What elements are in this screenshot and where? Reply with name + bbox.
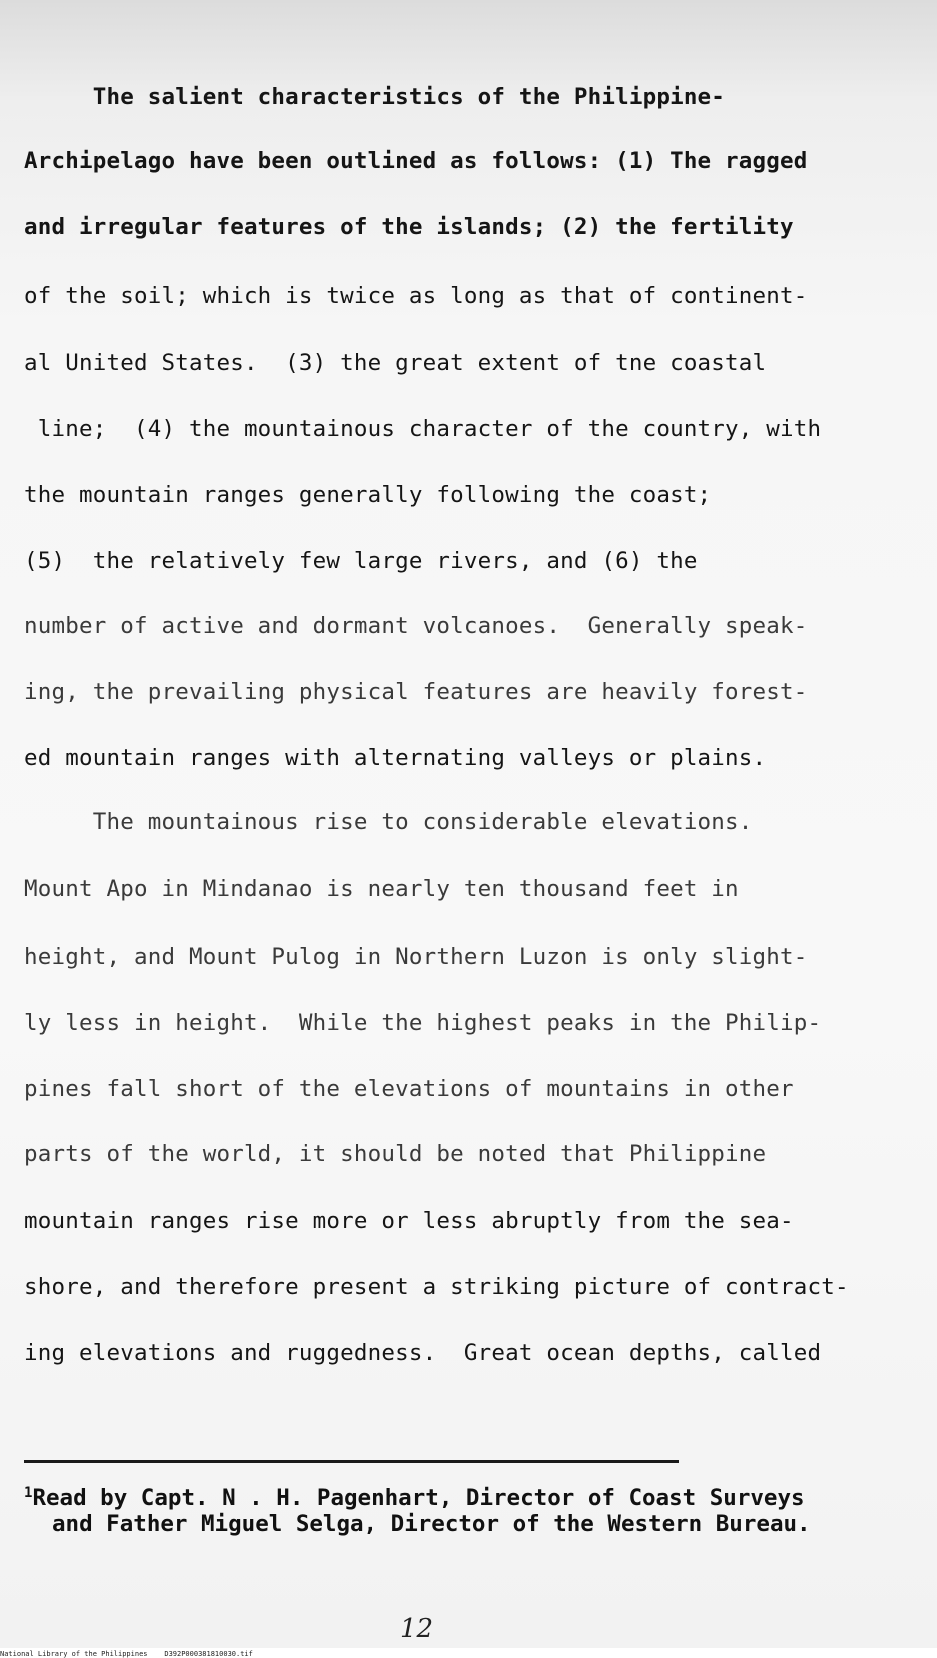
text-line-16: pines fall short of the elevations of mountains in other xyxy=(24,1076,794,1102)
text-line-8: (5) the relatively few large rivers, and (6) the xyxy=(24,548,698,574)
text-line-3: and irregular features of the islands; (2) the fertility xyxy=(24,214,794,240)
text-line-11: ed mountain ranges with alternating valleys or plains. xyxy=(24,745,767,771)
text-line-14: height, and Mount Pulog in Northern Luzon is only slight- xyxy=(24,944,808,970)
text-line-5: al United States. (3) the great extent of tne coastal xyxy=(24,350,767,376)
text-line-7: the mountain ranges generally following the coast; xyxy=(24,482,712,508)
text-line-2: Archipelago have been outlined as follows: (1) The ragged xyxy=(24,148,808,174)
footnote-line-2: and Father Miguel Selga, Director of the Western Bureau. xyxy=(52,1511,811,1537)
scan-caption: National Library of the Philippines D392P000381810030.tif xyxy=(0,1650,253,1658)
text-line-4: of the soil; which is twice as long as that of continent- xyxy=(24,283,808,309)
page-number: 12 xyxy=(400,1614,434,1644)
text-line-18: mountain ranges rise more or less abruptly from the sea- xyxy=(24,1208,794,1234)
text-line-1: The salient characteristics of the Philippine- xyxy=(24,84,726,110)
text-line-20: ing elevations and ruggedness. Great ocean depths, called xyxy=(24,1340,822,1366)
text-line-15: ly less in height. While the highest peaks in the Philip- xyxy=(24,1010,822,1036)
footnote-marker: 1 xyxy=(24,1485,33,1501)
text-line-9: number of active and dormant volcanoes. Generally speak- xyxy=(24,613,808,639)
text-line-6: line; (4) the mountainous character of the country, with xyxy=(24,416,822,442)
scan-caption-bar xyxy=(0,1648,937,1658)
footnote-divider xyxy=(24,1460,679,1463)
text-line-12: The mountainous rise to considerable elevations. xyxy=(24,809,753,835)
text-line-10: ing, the prevailing physical features are heavily forest- xyxy=(24,679,808,705)
footnote-text-1: Read by Capt. N . H. Pagenhart, Director of Coast Surveys xyxy=(32,1485,805,1511)
text-line-13: Mount Apo in Mindanao is nearly ten thousand feet in xyxy=(24,876,739,902)
text-line-19: shore, and therefore present a striking picture of contract- xyxy=(24,1274,849,1300)
text-line-17: parts of the world, it should be noted that Philippine xyxy=(24,1141,767,1167)
footnote-line-1 xyxy=(24,1486,805,1510)
